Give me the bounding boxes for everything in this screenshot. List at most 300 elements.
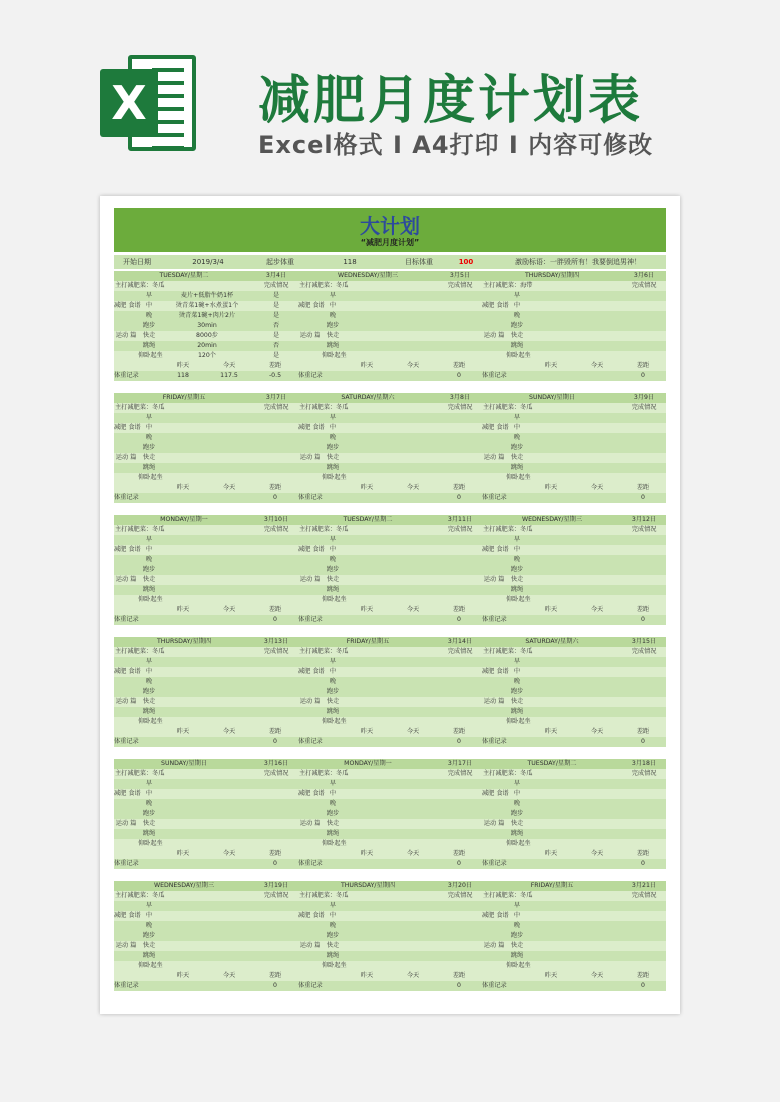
weight-diff[interactable]: 0 bbox=[457, 372, 461, 379]
sport-status-cell[interactable] bbox=[622, 941, 666, 951]
main-dish-text[interactable]: 主打减肥菜：冬瓜 bbox=[115, 282, 165, 289]
sport-plan-cell[interactable] bbox=[528, 697, 622, 707]
sport-plan-cell[interactable] bbox=[160, 565, 254, 575]
sport-plan-cell[interactable] bbox=[160, 829, 254, 839]
meal-plan-cell[interactable] bbox=[528, 535, 622, 545]
sport-plan-cell[interactable] bbox=[528, 717, 622, 727]
meal-plan-cell[interactable] bbox=[344, 901, 438, 911]
sport-plan-cell[interactable]: 30min bbox=[197, 322, 217, 329]
sport-plan-cell[interactable] bbox=[528, 463, 622, 473]
main-dish-text[interactable]: 主打减肥菜：冬瓜 bbox=[115, 892, 165, 899]
yesterday-weight[interactable] bbox=[160, 493, 206, 503]
meal-status-cell[interactable]: 是 bbox=[272, 292, 280, 299]
meal-status-cell[interactable] bbox=[438, 535, 482, 545]
sport-plan-cell[interactable] bbox=[528, 809, 622, 819]
meal-plan-cell[interactable] bbox=[160, 545, 254, 555]
yesterday-weight[interactable] bbox=[160, 615, 206, 625]
main-dish-text[interactable]: 主打减肥菜：冬瓜 bbox=[115, 648, 165, 655]
sport-plan-cell[interactable]: 120个 bbox=[198, 352, 216, 359]
main-dish-text[interactable]: 主打减肥菜：海带 bbox=[483, 282, 533, 289]
meal-plan-cell[interactable] bbox=[528, 789, 622, 799]
sport-status-cell[interactable] bbox=[438, 341, 482, 351]
meal-status-cell[interactable] bbox=[438, 413, 482, 423]
yesterday-weight[interactable] bbox=[344, 371, 390, 381]
meal-plan-cell[interactable] bbox=[344, 545, 438, 555]
sport-plan-cell[interactable] bbox=[160, 595, 254, 605]
sport-status-cell[interactable] bbox=[438, 829, 482, 839]
meal-plan-cell[interactable] bbox=[528, 291, 622, 301]
sport-status-cell[interactable] bbox=[622, 585, 666, 595]
yesterday-weight[interactable] bbox=[528, 981, 574, 991]
yesterday-weight[interactable] bbox=[344, 615, 390, 625]
meal-plan-cell[interactable] bbox=[344, 433, 438, 443]
meal-status-cell[interactable] bbox=[438, 667, 482, 677]
meal-plan-cell[interactable] bbox=[528, 413, 622, 423]
sport-plan-cell[interactable] bbox=[344, 951, 438, 961]
today-weight[interactable] bbox=[574, 615, 620, 625]
meal-plan-cell[interactable] bbox=[528, 657, 622, 667]
meal-status-cell[interactable] bbox=[438, 677, 482, 687]
sport-status-cell[interactable] bbox=[622, 595, 666, 605]
sport-plan-cell[interactable]: 8000步 bbox=[196, 332, 218, 339]
sport-status-cell[interactable] bbox=[254, 585, 298, 595]
meal-plan-cell[interactable] bbox=[344, 779, 438, 789]
sport-status-cell[interactable] bbox=[438, 321, 482, 331]
sport-status-cell[interactable] bbox=[622, 829, 666, 839]
sport-status-cell[interactable] bbox=[254, 839, 298, 849]
meal-status-cell[interactable] bbox=[254, 901, 298, 911]
meal-plan-cell[interactable] bbox=[528, 677, 622, 687]
sport-status-cell[interactable] bbox=[622, 341, 666, 351]
main-dish-text[interactable]: 主打减肥菜：冬瓜 bbox=[483, 526, 533, 533]
sport-status-cell[interactable] bbox=[254, 595, 298, 605]
sport-status-cell[interactable] bbox=[438, 931, 482, 941]
yesterday-weight[interactable] bbox=[344, 981, 390, 991]
main-dish-text[interactable]: 主打减肥菜：冬瓜 bbox=[115, 770, 165, 777]
sport-plan-cell[interactable] bbox=[528, 443, 622, 453]
today-weight[interactable] bbox=[390, 859, 436, 869]
yesterday-weight[interactable] bbox=[344, 737, 390, 747]
sport-plan-cell[interactable] bbox=[528, 941, 622, 951]
main-dish-text[interactable]: 主打减肥菜：冬瓜 bbox=[483, 648, 533, 655]
sport-plan-cell[interactable] bbox=[344, 941, 438, 951]
sport-status-cell[interactable] bbox=[622, 951, 666, 961]
sport-status-cell[interactable] bbox=[622, 717, 666, 727]
yesterday-weight[interactable] bbox=[528, 859, 574, 869]
sport-plan-cell[interactable] bbox=[528, 961, 622, 971]
meal-plan-cell[interactable] bbox=[160, 799, 254, 809]
meal-plan-cell[interactable] bbox=[160, 657, 254, 667]
sport-plan-cell[interactable] bbox=[160, 951, 254, 961]
sport-status-cell[interactable] bbox=[622, 697, 666, 707]
sport-status-cell[interactable] bbox=[254, 697, 298, 707]
sport-status-cell[interactable]: 是 bbox=[272, 352, 280, 359]
meal-plan-cell[interactable] bbox=[528, 667, 622, 677]
sport-status-cell[interactable] bbox=[254, 443, 298, 453]
meal-status-cell[interactable] bbox=[622, 779, 666, 789]
sport-status-cell[interactable] bbox=[438, 697, 482, 707]
sport-plan-cell[interactable] bbox=[528, 453, 622, 463]
sport-status-cell[interactable] bbox=[622, 839, 666, 849]
meal-plan-cell[interactable] bbox=[528, 921, 622, 931]
yesterday-weight[interactable] bbox=[160, 981, 206, 991]
sport-plan-cell[interactable] bbox=[528, 687, 622, 697]
meal-status-cell[interactable] bbox=[622, 311, 666, 321]
sport-plan-cell[interactable] bbox=[528, 321, 622, 331]
sport-plan-cell[interactable] bbox=[160, 687, 254, 697]
meal-status-cell[interactable] bbox=[254, 779, 298, 789]
meal-status-cell[interactable] bbox=[438, 911, 482, 921]
sport-plan-cell[interactable] bbox=[528, 473, 622, 483]
sport-status-cell[interactable] bbox=[254, 473, 298, 483]
meal-status-cell[interactable] bbox=[438, 921, 482, 931]
meal-plan-cell[interactable] bbox=[528, 799, 622, 809]
today-weight[interactable] bbox=[390, 615, 436, 625]
sport-status-cell[interactable] bbox=[438, 473, 482, 483]
sport-plan-cell[interactable] bbox=[344, 443, 438, 453]
weight-diff[interactable]: 0 bbox=[273, 738, 277, 745]
meal-plan-cell[interactable] bbox=[160, 555, 254, 565]
meal-status-cell[interactable] bbox=[622, 901, 666, 911]
main-dish-text[interactable]: 主打减肥菜：冬瓜 bbox=[483, 404, 533, 411]
meal-status-cell[interactable] bbox=[254, 789, 298, 799]
meal-plan-cell[interactable] bbox=[344, 413, 438, 423]
sport-status-cell[interactable] bbox=[438, 463, 482, 473]
sport-plan-cell[interactable] bbox=[528, 565, 622, 575]
sport-plan-cell[interactable] bbox=[160, 839, 254, 849]
sport-status-cell[interactable] bbox=[622, 321, 666, 331]
meal-status-cell[interactable] bbox=[254, 667, 298, 677]
meal-plan-cell[interactable] bbox=[160, 677, 254, 687]
main-dish-text[interactable]: 主打减肥菜：冬瓜 bbox=[115, 404, 165, 411]
sport-status-cell[interactable] bbox=[438, 951, 482, 961]
sport-plan-cell[interactable] bbox=[344, 697, 438, 707]
sport-plan-cell[interactable] bbox=[528, 707, 622, 717]
sport-status-cell[interactable]: 是 bbox=[272, 332, 280, 339]
meal-plan-cell[interactable] bbox=[160, 535, 254, 545]
meal-status-cell[interactable] bbox=[622, 555, 666, 565]
sport-plan-cell[interactable] bbox=[160, 941, 254, 951]
sport-status-cell[interactable] bbox=[254, 717, 298, 727]
sport-plan-cell[interactable] bbox=[344, 585, 438, 595]
meal-plan-cell[interactable] bbox=[528, 779, 622, 789]
meal-plan-cell[interactable] bbox=[528, 545, 622, 555]
yesterday-weight[interactable] bbox=[528, 737, 574, 747]
today-weight[interactable] bbox=[206, 493, 252, 503]
meal-plan-cell[interactable] bbox=[160, 423, 254, 433]
sport-plan-cell[interactable] bbox=[344, 565, 438, 575]
meal-plan-cell[interactable] bbox=[160, 433, 254, 443]
weight-diff[interactable]: 0 bbox=[457, 860, 461, 867]
sport-status-cell[interactable] bbox=[438, 595, 482, 605]
meal-plan-cell[interactable]: 烫青菜1碗+水煮蛋1个 bbox=[175, 302, 239, 309]
meal-status-cell[interactable] bbox=[622, 911, 666, 921]
sport-plan-cell[interactable] bbox=[528, 351, 622, 361]
sport-plan-cell[interactable] bbox=[528, 951, 622, 961]
motto-text[interactable]: 激励标语：一胖毁所有！我要倒追男神！ bbox=[515, 258, 641, 266]
meal-plan-cell[interactable] bbox=[528, 423, 622, 433]
sport-status-cell[interactable] bbox=[254, 829, 298, 839]
weight-diff[interactable]: 0 bbox=[457, 494, 461, 501]
sport-status-cell[interactable] bbox=[438, 331, 482, 341]
meal-status-cell[interactable] bbox=[622, 545, 666, 555]
meal-plan-cell[interactable] bbox=[344, 799, 438, 809]
sport-plan-cell[interactable] bbox=[344, 931, 438, 941]
meal-status-cell[interactable] bbox=[254, 799, 298, 809]
meal-status-cell[interactable] bbox=[438, 789, 482, 799]
sport-status-cell[interactable] bbox=[622, 473, 666, 483]
sport-status-cell[interactable] bbox=[622, 351, 666, 361]
meal-status-cell[interactable] bbox=[438, 291, 482, 301]
sport-plan-cell[interactable] bbox=[344, 463, 438, 473]
today-weight[interactable] bbox=[574, 981, 620, 991]
weight-diff[interactable]: 0 bbox=[641, 616, 645, 623]
meal-plan-cell[interactable] bbox=[344, 311, 438, 321]
meal-plan-cell[interactable] bbox=[344, 789, 438, 799]
sport-status-cell[interactable]: 否 bbox=[272, 322, 280, 329]
meal-status-cell[interactable] bbox=[622, 433, 666, 443]
today-weight[interactable] bbox=[390, 493, 436, 503]
today-weight[interactable] bbox=[574, 371, 620, 381]
sport-plan-cell[interactable] bbox=[528, 575, 622, 585]
meal-plan-cell[interactable] bbox=[160, 921, 254, 931]
sport-status-cell[interactable] bbox=[622, 931, 666, 941]
meal-status-cell[interactable] bbox=[438, 779, 482, 789]
sport-status-cell[interactable]: 否 bbox=[272, 342, 280, 349]
sport-status-cell[interactable] bbox=[438, 839, 482, 849]
main-dish-text[interactable]: 主打减肥菜：冬瓜 bbox=[299, 282, 349, 289]
meal-status-cell[interactable] bbox=[622, 667, 666, 677]
meal-status-cell[interactable] bbox=[254, 413, 298, 423]
yesterday-weight[interactable] bbox=[160, 859, 206, 869]
meal-plan-cell[interactable] bbox=[344, 291, 438, 301]
meal-status-cell[interactable] bbox=[254, 423, 298, 433]
sport-plan-cell[interactable] bbox=[528, 585, 622, 595]
sport-status-cell[interactable] bbox=[622, 453, 666, 463]
sport-plan-cell[interactable] bbox=[160, 697, 254, 707]
meal-plan-cell[interactable] bbox=[344, 667, 438, 677]
meal-status-cell[interactable] bbox=[622, 535, 666, 545]
weight-diff[interactable]: 0 bbox=[457, 616, 461, 623]
meal-status-cell[interactable] bbox=[254, 657, 298, 667]
weight-diff[interactable]: 0 bbox=[641, 494, 645, 501]
meal-plan-cell[interactable] bbox=[160, 779, 254, 789]
weight-diff[interactable]: 0 bbox=[641, 372, 645, 379]
today-weight[interactable] bbox=[390, 981, 436, 991]
sport-plan-cell[interactable] bbox=[528, 595, 622, 605]
sport-plan-cell[interactable] bbox=[344, 341, 438, 351]
today-weight[interactable] bbox=[206, 859, 252, 869]
meal-status-cell[interactable] bbox=[254, 921, 298, 931]
today-weight[interactable] bbox=[390, 737, 436, 747]
meal-status-cell[interactable] bbox=[622, 677, 666, 687]
sport-plan-cell[interactable] bbox=[160, 473, 254, 483]
weight-diff[interactable]: 0 bbox=[641, 982, 645, 989]
weight-diff[interactable]: 0 bbox=[273, 616, 277, 623]
yesterday-weight[interactable] bbox=[160, 737, 206, 747]
meal-plan-cell[interactable] bbox=[528, 901, 622, 911]
meal-plan-cell[interactable] bbox=[344, 301, 438, 311]
today-weight[interactable] bbox=[206, 737, 252, 747]
sport-status-cell[interactable] bbox=[622, 575, 666, 585]
meal-status-cell[interactable] bbox=[254, 545, 298, 555]
meal-status-cell[interactable] bbox=[438, 555, 482, 565]
meal-status-cell[interactable] bbox=[622, 799, 666, 809]
sport-plan-cell[interactable] bbox=[344, 809, 438, 819]
today-weight[interactable] bbox=[574, 737, 620, 747]
weight-diff[interactable]: 0 bbox=[457, 738, 461, 745]
meal-plan-cell[interactable] bbox=[344, 657, 438, 667]
sport-status-cell[interactable] bbox=[438, 351, 482, 361]
sport-status-cell[interactable] bbox=[622, 443, 666, 453]
weight-diff[interactable]: 0 bbox=[273, 982, 277, 989]
sport-status-cell[interactable] bbox=[438, 585, 482, 595]
meal-plan-cell[interactable] bbox=[344, 921, 438, 931]
sport-status-cell[interactable] bbox=[622, 707, 666, 717]
main-dish-text[interactable]: 主打减肥菜：冬瓜 bbox=[299, 648, 349, 655]
meal-plan-cell[interactable]: 麦片+低脂牛奶1杯 bbox=[180, 292, 234, 299]
sport-status-cell[interactable] bbox=[254, 453, 298, 463]
main-dish-text[interactable]: 主打减肥菜：冬瓜 bbox=[483, 770, 533, 777]
meal-status-cell[interactable] bbox=[254, 911, 298, 921]
sport-status-cell[interactable] bbox=[438, 443, 482, 453]
meal-plan-cell[interactable] bbox=[344, 535, 438, 545]
meal-plan-cell[interactable] bbox=[344, 555, 438, 565]
sport-status-cell[interactable] bbox=[438, 809, 482, 819]
meal-status-cell[interactable] bbox=[622, 789, 666, 799]
meal-status-cell[interactable] bbox=[438, 799, 482, 809]
sport-status-cell[interactable] bbox=[254, 687, 298, 697]
yesterday-weight[interactable] bbox=[528, 493, 574, 503]
sport-status-cell[interactable] bbox=[438, 575, 482, 585]
meal-status-cell[interactable] bbox=[622, 413, 666, 423]
meal-plan-cell[interactable] bbox=[160, 667, 254, 677]
meal-status-cell[interactable] bbox=[254, 677, 298, 687]
meal-status-cell[interactable] bbox=[438, 311, 482, 321]
sport-plan-cell[interactable] bbox=[160, 453, 254, 463]
sport-status-cell[interactable] bbox=[254, 809, 298, 819]
sport-plan-cell[interactable] bbox=[344, 473, 438, 483]
sport-status-cell[interactable] bbox=[254, 931, 298, 941]
sport-plan-cell[interactable] bbox=[344, 575, 438, 585]
sport-plan-cell[interactable] bbox=[528, 819, 622, 829]
sport-plan-cell[interactable] bbox=[160, 463, 254, 473]
sport-status-cell[interactable] bbox=[254, 941, 298, 951]
weight-diff[interactable]: 0 bbox=[641, 738, 645, 745]
sport-status-cell[interactable] bbox=[254, 565, 298, 575]
meal-plan-cell[interactable] bbox=[160, 901, 254, 911]
sport-plan-cell[interactable] bbox=[344, 839, 438, 849]
meal-plan-cell[interactable]: 烫青菜1碗+肉片2片 bbox=[178, 312, 236, 319]
sport-plan-cell[interactable] bbox=[160, 443, 254, 453]
sport-status-cell[interactable] bbox=[622, 961, 666, 971]
sport-status-cell[interactable] bbox=[622, 463, 666, 473]
sport-plan-cell[interactable] bbox=[344, 331, 438, 341]
start-date-value[interactable]: 2019/3/4 bbox=[192, 258, 224, 266]
sport-plan-cell[interactable] bbox=[344, 717, 438, 727]
yesterday-weight[interactable] bbox=[528, 371, 574, 381]
sport-plan-cell[interactable] bbox=[344, 829, 438, 839]
sport-plan-cell[interactable] bbox=[528, 331, 622, 341]
goal-weight-value[interactable]: 100 bbox=[458, 258, 474, 266]
sport-plan-cell[interactable] bbox=[160, 961, 254, 971]
sport-plan-cell[interactable] bbox=[160, 717, 254, 727]
sport-plan-cell[interactable] bbox=[344, 321, 438, 331]
sport-plan-cell[interactable] bbox=[160, 585, 254, 595]
sport-plan-cell[interactable] bbox=[160, 707, 254, 717]
sport-status-cell[interactable] bbox=[438, 687, 482, 697]
sport-status-cell[interactable] bbox=[254, 575, 298, 585]
meal-status-cell[interactable] bbox=[622, 657, 666, 667]
sport-status-cell[interactable] bbox=[622, 565, 666, 575]
meal-status-cell[interactable] bbox=[622, 423, 666, 433]
sport-status-cell[interactable] bbox=[438, 453, 482, 463]
weight-diff[interactable]: 0 bbox=[641, 860, 645, 867]
sport-plan-cell[interactable] bbox=[344, 707, 438, 717]
meal-status-cell[interactable] bbox=[622, 921, 666, 931]
meal-plan-cell[interactable] bbox=[528, 911, 622, 921]
weight-diff[interactable]: 0 bbox=[273, 494, 277, 501]
main-dish-text[interactable]: 主打减肥菜：冬瓜 bbox=[299, 526, 349, 533]
sport-status-cell[interactable] bbox=[622, 687, 666, 697]
meal-plan-cell[interactable] bbox=[344, 911, 438, 921]
meal-plan-cell[interactable] bbox=[344, 423, 438, 433]
meal-status-cell[interactable] bbox=[438, 423, 482, 433]
sport-status-cell[interactable] bbox=[622, 331, 666, 341]
meal-plan-cell[interactable] bbox=[160, 911, 254, 921]
yesterday-weight[interactable] bbox=[344, 493, 390, 503]
sport-status-cell[interactable] bbox=[438, 819, 482, 829]
yesterday-weight[interactable]: 118 bbox=[177, 372, 189, 379]
sport-plan-cell[interactable] bbox=[528, 931, 622, 941]
meal-status-cell[interactable] bbox=[438, 433, 482, 443]
sport-plan-cell[interactable] bbox=[528, 341, 622, 351]
sport-plan-cell[interactable] bbox=[528, 839, 622, 849]
today-weight[interactable] bbox=[574, 493, 620, 503]
meal-plan-cell[interactable] bbox=[528, 301, 622, 311]
meal-plan-cell[interactable] bbox=[160, 789, 254, 799]
main-dish-text[interactable]: 主打减肥菜：冬瓜 bbox=[115, 526, 165, 533]
sport-plan-cell[interactable] bbox=[344, 453, 438, 463]
sport-status-cell[interactable] bbox=[254, 707, 298, 717]
sport-plan-cell[interactable] bbox=[160, 575, 254, 585]
sport-status-cell[interactable] bbox=[438, 961, 482, 971]
sport-plan-cell[interactable] bbox=[344, 687, 438, 697]
meal-status-cell[interactable] bbox=[622, 301, 666, 311]
main-dish-text[interactable]: 主打减肥菜：冬瓜 bbox=[299, 892, 349, 899]
sport-status-cell[interactable] bbox=[438, 717, 482, 727]
meal-plan-cell[interactable] bbox=[528, 555, 622, 565]
sport-plan-cell[interactable] bbox=[160, 931, 254, 941]
meal-status-cell[interactable] bbox=[438, 301, 482, 311]
meal-status-cell[interactable] bbox=[622, 291, 666, 301]
main-dish-text[interactable]: 主打减肥菜：冬瓜 bbox=[483, 892, 533, 899]
sport-status-cell[interactable] bbox=[438, 565, 482, 575]
meal-status-cell[interactable] bbox=[254, 535, 298, 545]
meal-status-cell[interactable] bbox=[438, 657, 482, 667]
sport-plan-cell[interactable] bbox=[344, 595, 438, 605]
sport-status-cell[interactable] bbox=[254, 463, 298, 473]
sport-status-cell[interactable] bbox=[254, 819, 298, 829]
today-weight[interactable] bbox=[390, 371, 436, 381]
initial-weight-value[interactable]: 118 bbox=[343, 258, 357, 266]
sport-status-cell[interactable] bbox=[254, 961, 298, 971]
meal-plan-cell[interactable] bbox=[528, 311, 622, 321]
meal-status-cell[interactable] bbox=[438, 545, 482, 555]
sport-status-cell[interactable] bbox=[438, 707, 482, 717]
meal-status-cell[interactable] bbox=[254, 555, 298, 565]
weight-diff[interactable]: -0.5 bbox=[268, 372, 282, 379]
